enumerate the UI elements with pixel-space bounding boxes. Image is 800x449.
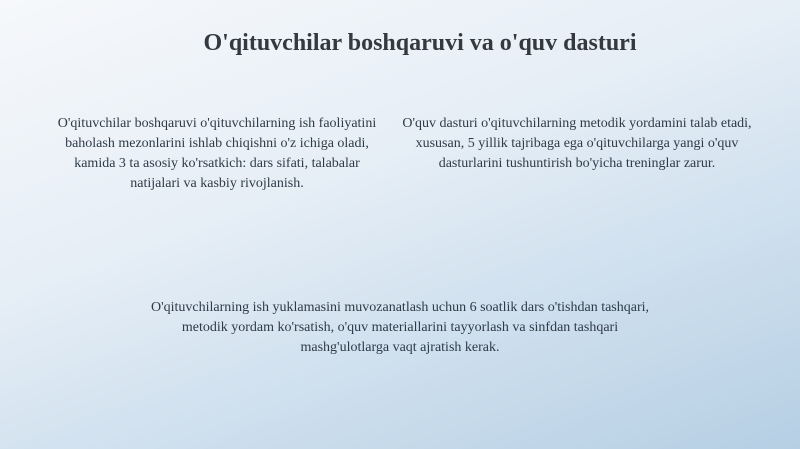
text-block-right: O'quv dasturi o'qituvchilarning metodik yordamini talab etadi, xususan, 5 yillik tajribaga ega o'qituvchilarga yangi o'quv dasturlarini tushuntirish bo'yicha treninglar zarur. [402,116,752,171]
slide-title: O'qituvchilar boshqaruvi va o'quv dasturi [203,30,637,56]
text-block-left: O'qituvchilar boshqaruvi o'qituvchilarning ish faoliyatini baholash mezonlarini ishlab chiqishni o'z ichiga oladi, kamida 3 ta asosiy ko'rsatkich: dars sifati, talabalar natijalari va kasbiy rivojlanish. [57,116,377,191]
text-block-bottom: O'qituvchilarning ish yuklamasini muvozanatlash uchun 6 soatlik dars o'tishdan tashqari, metodik yordam ko'rsatish, o'quv materiallarini tayyorlash va sinfdan tashqari mashg'ulotlarga vaqt ajratish kerak. [150,300,650,355]
